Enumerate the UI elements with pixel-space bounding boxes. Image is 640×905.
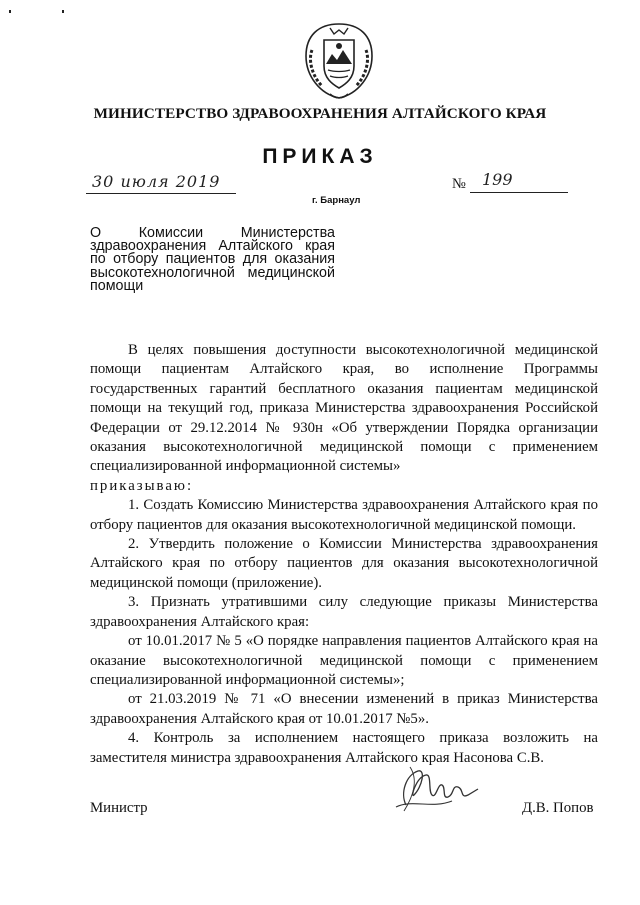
order-word-paragraph — [90, 477, 598, 496]
scan-speck — [62, 10, 64, 13]
item-4-paragraph: 4. Контроль за исполнением настоящего приказа возложить на заместителя министра здравоохранения Алтайского края Насонова С.В. — [90, 730, 598, 766]
item-2-paragraph: 2. Утвердить положение о Комиссии Министерства здравоохранения Алтайского края по отбору пациентов для оказания высокотехнологичной медицинской помощи (приложение). — [90, 536, 598, 591]
order-date: 30 июля 2019 — [92, 172, 221, 191]
coat-of-arms-icon — [300, 20, 378, 102]
order-subject: О Комиссии Министерства здравоохранения Алтайского края по отбору пациентов для оказания высокотехнологичной медицинской помощи — [90, 225, 335, 294]
item-3-paragraph: 3. Признать утратившими силу следующие приказы Министерства здравоохранения Алтайского края: — [90, 594, 598, 630]
item-3a-paragraph: от 10.01.2017 № 5 «О порядке направления пациентов Алтайского края на оказание высокотехнологичной медицинской помощи с применением специализированной информационной системы»; — [90, 633, 598, 688]
signature-icon — [392, 765, 482, 815]
number-underline — [470, 192, 568, 193]
signatory-name: Д.В. Попов — [522, 800, 594, 816]
city-label: г. Барнаул — [312, 195, 361, 206]
signatory-position: Министр — [90, 800, 148, 816]
item-1-paragraph: 1. Создать Комиссию Министерства здравоохранения Алтайского края по отбору пациентов для оказания высокотехнологичной медицинской помощи. — [90, 497, 598, 533]
date-underline — [86, 193, 236, 194]
number-sign: № — [452, 176, 466, 192]
preamble-text: В целях повышения доступности высокотехнологичной медицинской помощи пациентам Алтайского края, во исполнение Программы государственных гарантий бесплатного оказания пациентам медицинской помощи на текущий год, приказа Министерства здравоохранения Российской Федерации от 29.12.2014 № 930н «Об утверждении Порядка организации оказания высокотехнологичной медицинской помощи с применением специализированной информационной системы» — [90, 342, 598, 475]
order-title: ПРИКАЗ — [262, 145, 378, 168]
order-body — [90, 341, 598, 768]
order-number: 199 — [482, 170, 513, 189]
order-word: приказываю: — [90, 477, 194, 494]
scan-speck — [9, 10, 11, 13]
preamble-paragraph — [90, 341, 598, 477]
ministry-title: МИНИСТЕРСТВО ЗДРАВООХРАНЕНИЯ АЛТАЙСКОГО КРАЯ — [93, 105, 547, 122]
item-3b-paragraph: от 21.03.2019 № 71 «О внесении изменений в приказ Министерства здравоохранения Алтайского края от 10.01.2017 №5». — [90, 691, 598, 727]
